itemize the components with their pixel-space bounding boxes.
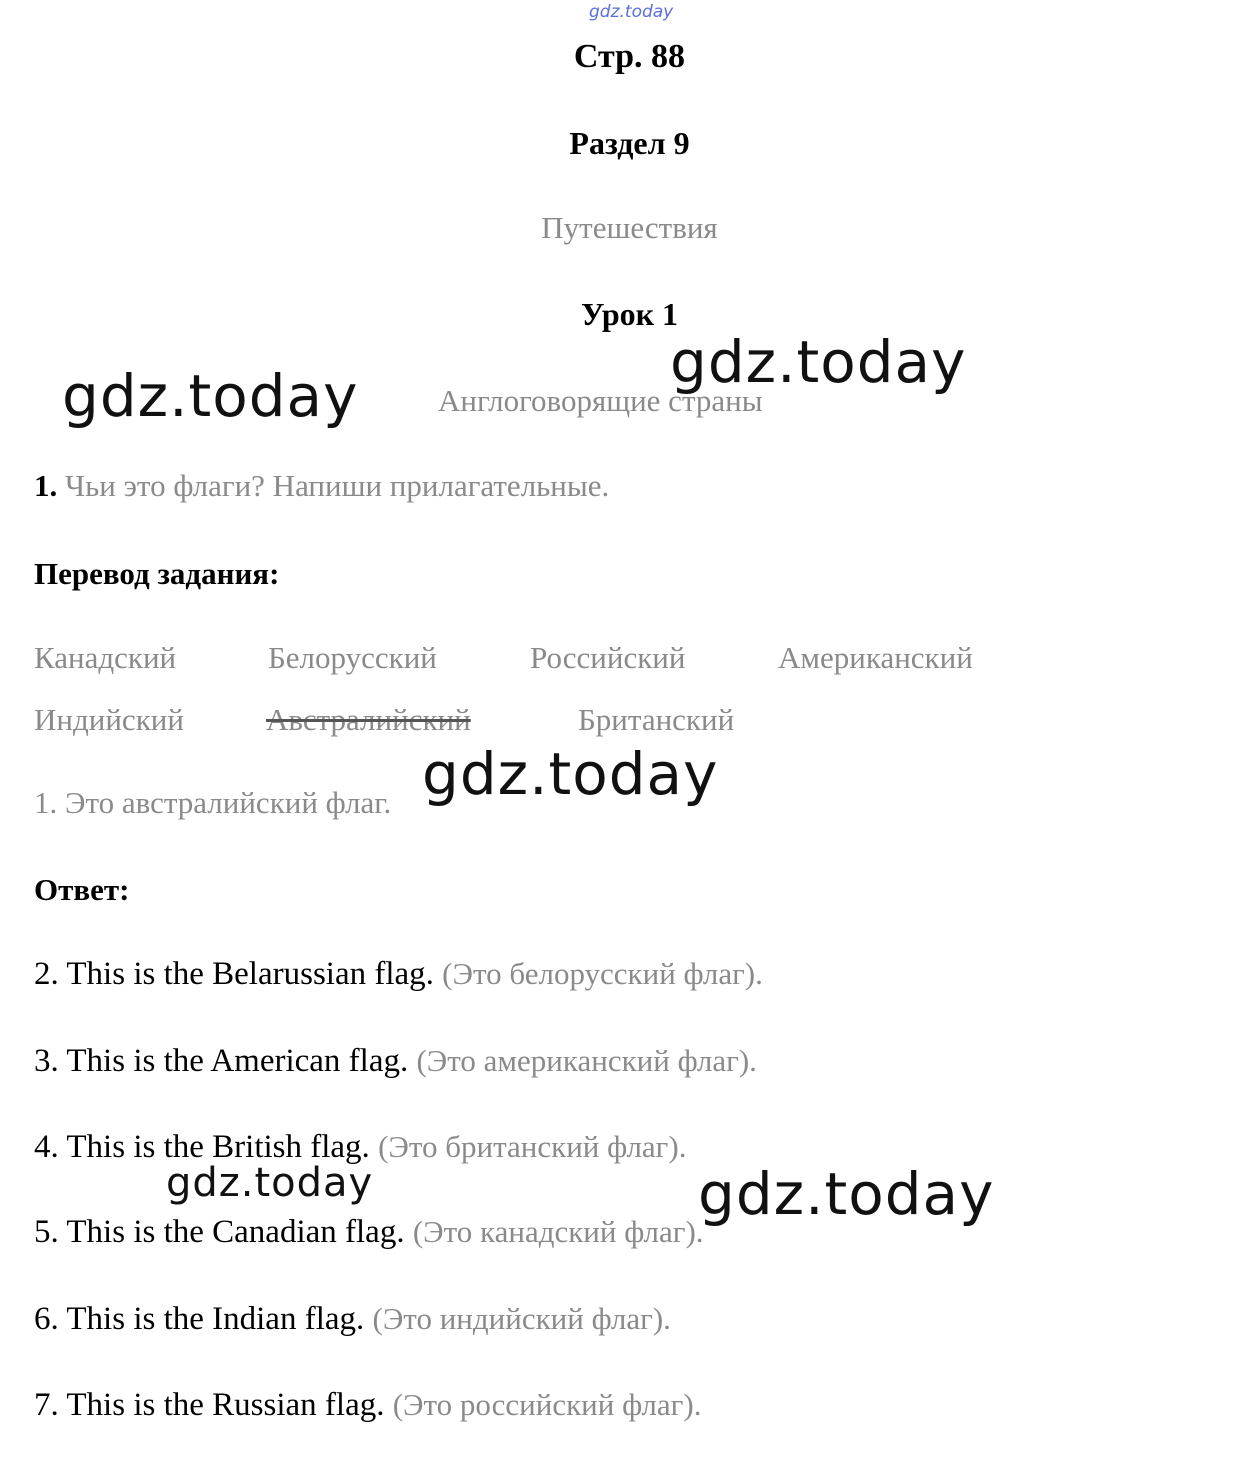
word-item: Белорусский bbox=[268, 640, 437, 675]
answer-english: 4. This is the British flag. bbox=[34, 1129, 370, 1165]
task-number: 1. bbox=[34, 468, 58, 503]
answer-english: 6. This is the Indian flag. bbox=[34, 1301, 365, 1337]
word-item: Американский bbox=[778, 640, 973, 675]
lesson-theme: Англоговорящие страны bbox=[438, 383, 763, 418]
answer-russian: (Это индийский флаг). bbox=[372, 1301, 671, 1336]
watermark: gdz.today bbox=[166, 1160, 374, 1206]
answer-heading: Ответ: bbox=[34, 872, 130, 907]
answer-line bbox=[34, 1301, 671, 1338]
task-text: Чьи это флаги? Напиши прилагательные. bbox=[65, 468, 610, 503]
answer-english: 2. This is the Belarussian flag. bbox=[34, 956, 434, 992]
word-item: Британский bbox=[578, 702, 735, 737]
watermark: gdz.today bbox=[62, 362, 359, 430]
answer-russian: (Это британский флаг). bbox=[378, 1129, 687, 1164]
watermark-top: gdz.today bbox=[589, 2, 674, 22]
answer-line bbox=[34, 1387, 701, 1424]
watermark: gdz.today bbox=[422, 740, 719, 808]
answer-english: 5. This is the Canadian flag. bbox=[34, 1214, 405, 1250]
translation-heading: Перевод задания: bbox=[34, 556, 280, 591]
answer-line bbox=[34, 1043, 757, 1080]
answer-russian: (Это американский флаг). bbox=[416, 1043, 757, 1078]
watermark: gdz.today bbox=[698, 1160, 995, 1228]
answer-english: 7. This is the Russian flag. bbox=[34, 1387, 385, 1423]
word-item-crossed-out: Австралийский bbox=[266, 702, 471, 737]
word-item: Индийский bbox=[34, 702, 184, 737]
word-item: Канадский bbox=[34, 640, 177, 675]
answer-english: 3. This is the American flag. bbox=[34, 1043, 409, 1079]
answer-russian: (Это белорусский флаг). bbox=[442, 956, 763, 991]
section-title: Раздел 9 bbox=[569, 125, 690, 161]
word-item: Российский bbox=[530, 640, 686, 675]
answer-line bbox=[34, 1214, 704, 1251]
answer-line bbox=[34, 956, 763, 993]
answer-russian: (Это канадский флаг). bbox=[412, 1214, 704, 1249]
lesson-title: Урок 1 bbox=[580, 296, 679, 332]
watermark: gdz.today bbox=[670, 328, 967, 396]
task-statement bbox=[34, 468, 609, 504]
example-sentence: 1. Это австралийский флаг. bbox=[34, 785, 392, 820]
answer-russian: (Это российский флаг). bbox=[392, 1387, 702, 1422]
page-title: Стр. 88 bbox=[573, 38, 686, 75]
section-theme: Путешествия bbox=[541, 210, 718, 245]
